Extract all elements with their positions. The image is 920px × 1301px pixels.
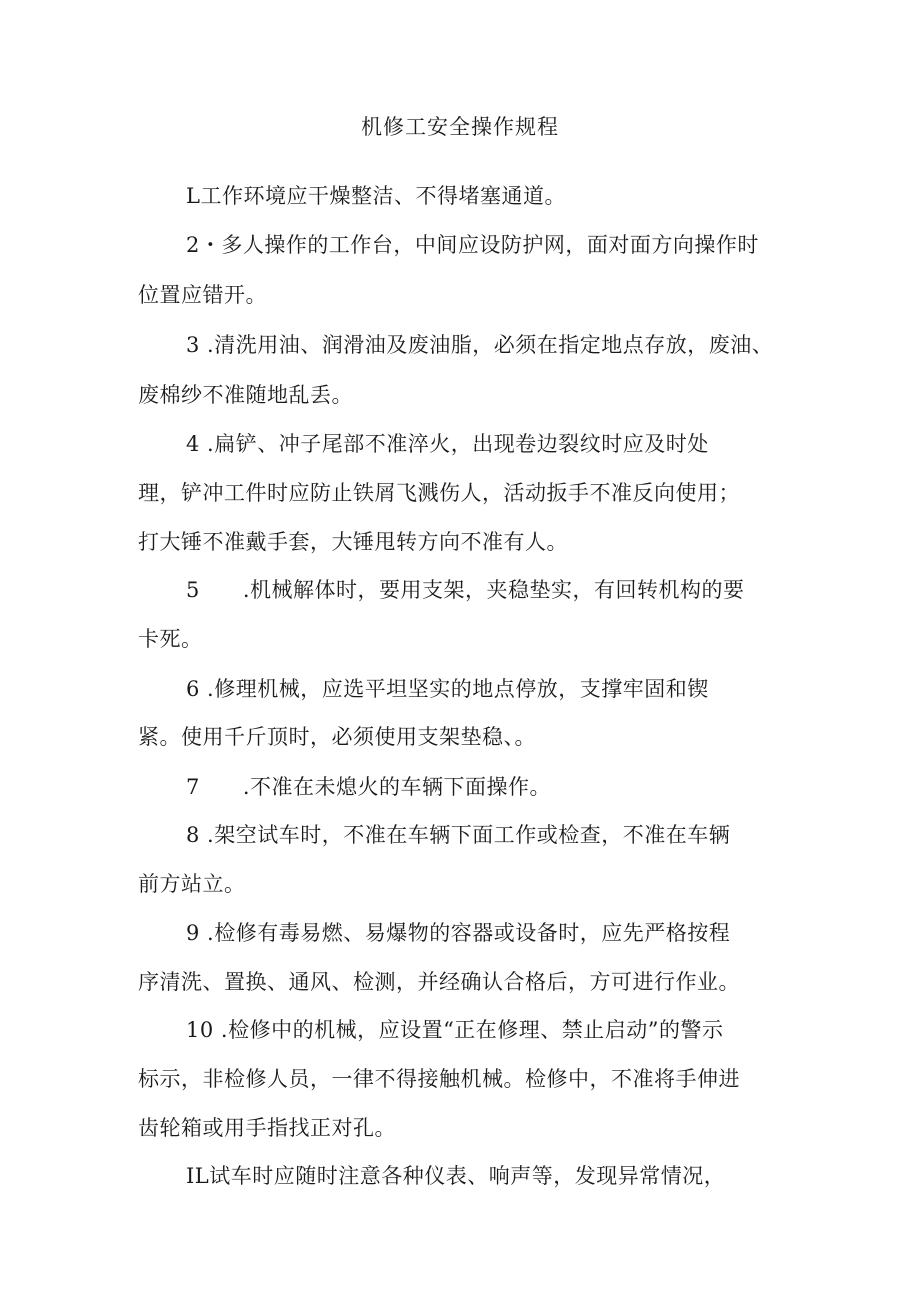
- rule-10-line-1: 10 .检修中的机械，应设置“正在修理、禁止启动”的警示: [186, 1018, 724, 1042]
- rule-6-line-2: 紧。使用千斤顶时，必须使用支架垫稳、。: [138, 725, 536, 749]
- rule-11-line-1: IL试车时应随时注意各种仪表、响声等，发现异常情况，: [186, 1164, 726, 1188]
- rule-7: 7 .不准在未熄火的车辆下面操作。: [186, 775, 552, 799]
- rule-5-line-2: 卡死。: [138, 627, 203, 651]
- rule-5-line-1: 5 .机械解体时，要用支架，夹稳垫实，有回转机构的要: [186, 578, 745, 602]
- rule-2-line-1: 2・多人操作的工作台，中间应设防护网，面对面方向操作时: [186, 233, 759, 257]
- document-title: 机修工安全操作规程: [361, 115, 559, 139]
- rule-3-line-2: 废棉纱不准随地乱丢。: [138, 383, 353, 407]
- rule-9-line-2: 序清洗、置换、通风、检测，并经确认合格后，方可进行作业。: [138, 970, 740, 994]
- rule-4-line-2: 理，铲冲工件时应防止铁屑飞溅伤人，活动扳手不准反向使用；: [138, 481, 740, 505]
- rule-8-line-1: 8 .架空试车时，不准在车辆下面工作或检查，不准在车辆: [186, 823, 731, 847]
- rule-4-line-1: 4 .扁铲、冲子尾部不准淬火，出现卷边裂纹时应及时处: [186, 432, 709, 456]
- rule-10-line-2: 标示，非检修人员，一律不得接触机械。检修中，不准将手伸进: [138, 1067, 740, 1091]
- rule-4-line-3: 打大锤不准戴手套，大锤甩转方向不准有人。: [138, 530, 568, 554]
- rule-6-line-1: 6 .修理机械，应选平坦坚实的地点停放，支撑牢固和锲: [186, 677, 709, 701]
- rule-9-line-1: 9 .检修有毒易燃、易爆物的容器或设备时，应先严格按程: [186, 921, 731, 945]
- rule-10-line-3: 齿轮箱或用手指找正对孔。: [138, 1116, 396, 1140]
- rule-1: L工作环境应干燥整洁、不得堵塞通道。: [186, 184, 566, 208]
- rule-3-line-1: 3 .清洗用油、润滑油及废油脂，必须在指定地点存放，废油、: [186, 333, 774, 357]
- rule-2-line-2: 位置应错开。: [138, 283, 267, 307]
- rule-8-line-2: 前方站立。: [138, 872, 246, 896]
